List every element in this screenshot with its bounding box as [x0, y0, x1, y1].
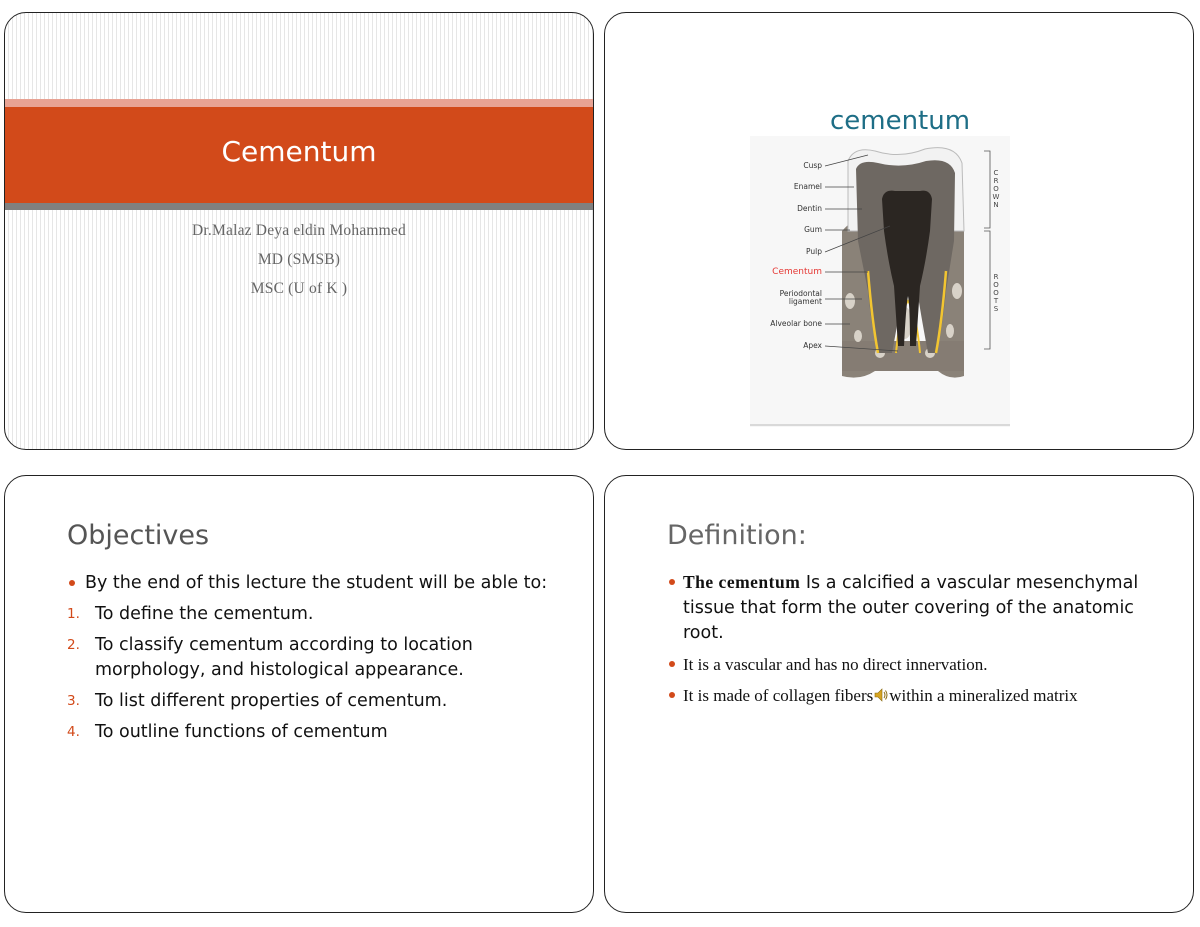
definition-heading: Definition: — [667, 520, 807, 551]
roots-letter-r: R — [993, 273, 999, 281]
crown-letter-w: W — [992, 193, 1000, 201]
objective-item — [67, 689, 567, 714]
diagram-title: cementum — [829, 106, 971, 136]
label-gum: Gum — [804, 225, 822, 234]
definition-list — [667, 570, 1157, 708]
roots-letter-o1: O — [993, 281, 999, 289]
bullet-dot — [669, 661, 675, 667]
objective-item — [67, 633, 567, 683]
crown-letter-c: C — [993, 169, 999, 177]
label-enamel: Enamel — [793, 182, 822, 191]
title-band-bottom — [5, 203, 593, 210]
objective-item — [67, 720, 567, 745]
definition-item — [667, 570, 1157, 646]
objectives-intro-item — [67, 571, 567, 596]
objective-text: To outline functions of cementum — [95, 722, 388, 742]
degree-line-2: MSC (U of K ) — [250, 280, 348, 297]
objective-text: To classify cementum according to location morphology, and histological appearance. — [95, 635, 473, 680]
label-periodontal-2: ligament — [788, 297, 822, 306]
bullet-dot — [669, 579, 675, 585]
objectives-heading: Objectives — [67, 520, 210, 551]
author-name: Dr.Malaz Deya eldin Mohammed — [192, 222, 406, 239]
label-pulp: Pulp — [806, 247, 822, 256]
objective-item — [67, 602, 567, 627]
objectives-slide — [4, 475, 594, 913]
degree-line-1: MD (SMSB) — [257, 251, 341, 268]
roots-letter-o2: O — [993, 289, 999, 297]
objectives-list — [67, 571, 567, 745]
composition-item — [667, 683, 1157, 708]
label-periodontal-1: Periodontal — [779, 289, 822, 298]
diagram-slide — [604, 12, 1194, 450]
definition-slide — [604, 475, 1194, 913]
roots-letter-t: T — [993, 297, 999, 305]
objectives-intro: By the end of this lecture the student will be able to: — [85, 573, 548, 593]
composition-text-start: It is made of collagen fibers — [683, 686, 874, 705]
crown-letter-o: O — [993, 185, 999, 193]
item-number: 2. — [67, 637, 80, 653]
definition-term: The cementum — [683, 572, 801, 592]
speaker-icon[interactable] — [873, 687, 889, 703]
label-cusp: Cusp — [803, 161, 822, 170]
label-alveolar: Alveolar bone — [770, 319, 822, 328]
bullet-dot — [669, 692, 675, 698]
crown-letter-n: N — [993, 201, 999, 209]
item-number: 4. — [67, 724, 80, 740]
label-apex: Apex — [803, 341, 822, 350]
roots-letter-s: S — [993, 305, 999, 313]
objective-text: To define the cementum. — [95, 604, 314, 624]
item-number: 1. — [67, 606, 80, 622]
label-cementum: Cementum — [772, 267, 822, 277]
title-slide — [4, 12, 594, 450]
innervation-text: It is a vascular and has no direct innervation. — [683, 655, 988, 674]
tooth-diagram — [750, 91, 1010, 427]
label-dentin: Dentin — [797, 204, 822, 213]
objective-text: To list different properties of cementum. — [95, 691, 448, 711]
composition-text-end: within a mineralized matrix — [889, 686, 1078, 705]
definition-text: Is a calcified a vascular mesenchymal tissue that form the outer covering of the anatomic root. — [683, 573, 1139, 643]
item-number: 3. — [67, 693, 80, 709]
slide-title: Cementum — [221, 135, 377, 168]
crown-letter-r: R — [993, 177, 999, 185]
title-band-top — [5, 99, 593, 107]
innervation-item — [667, 652, 1157, 677]
bullet-dot — [69, 580, 75, 586]
